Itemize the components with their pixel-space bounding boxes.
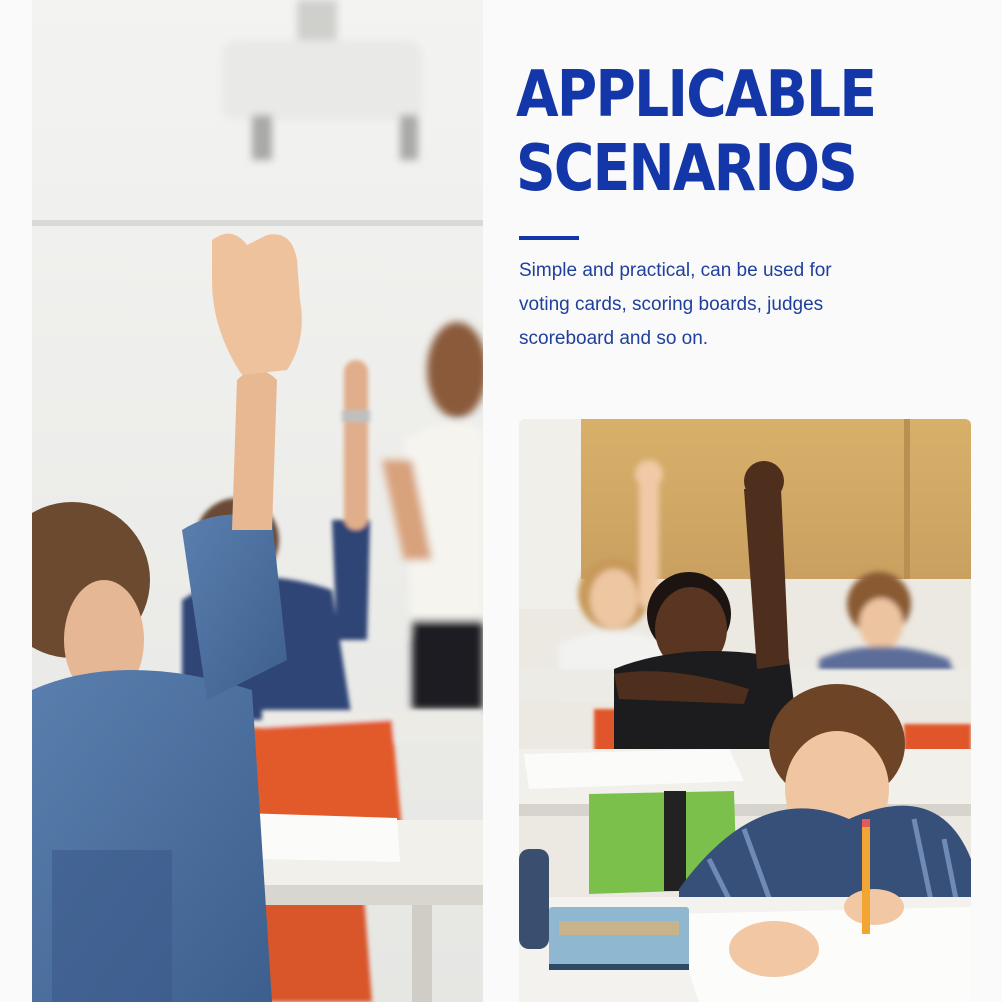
students-writing-at-desks-photo	[519, 419, 971, 1002]
classroom-raised-hands-photo	[32, 0, 483, 1002]
page-title-line-2: SCENARIOS	[516, 132, 857, 206]
accent-divider	[519, 236, 579, 240]
page-title-line-1: APPLICABLE	[516, 58, 876, 132]
page-title	[516, 58, 894, 206]
description-text: Simple and practical, can be used for voting cards, scoring boards, judges scoreboard and so on.	[519, 260, 832, 349]
